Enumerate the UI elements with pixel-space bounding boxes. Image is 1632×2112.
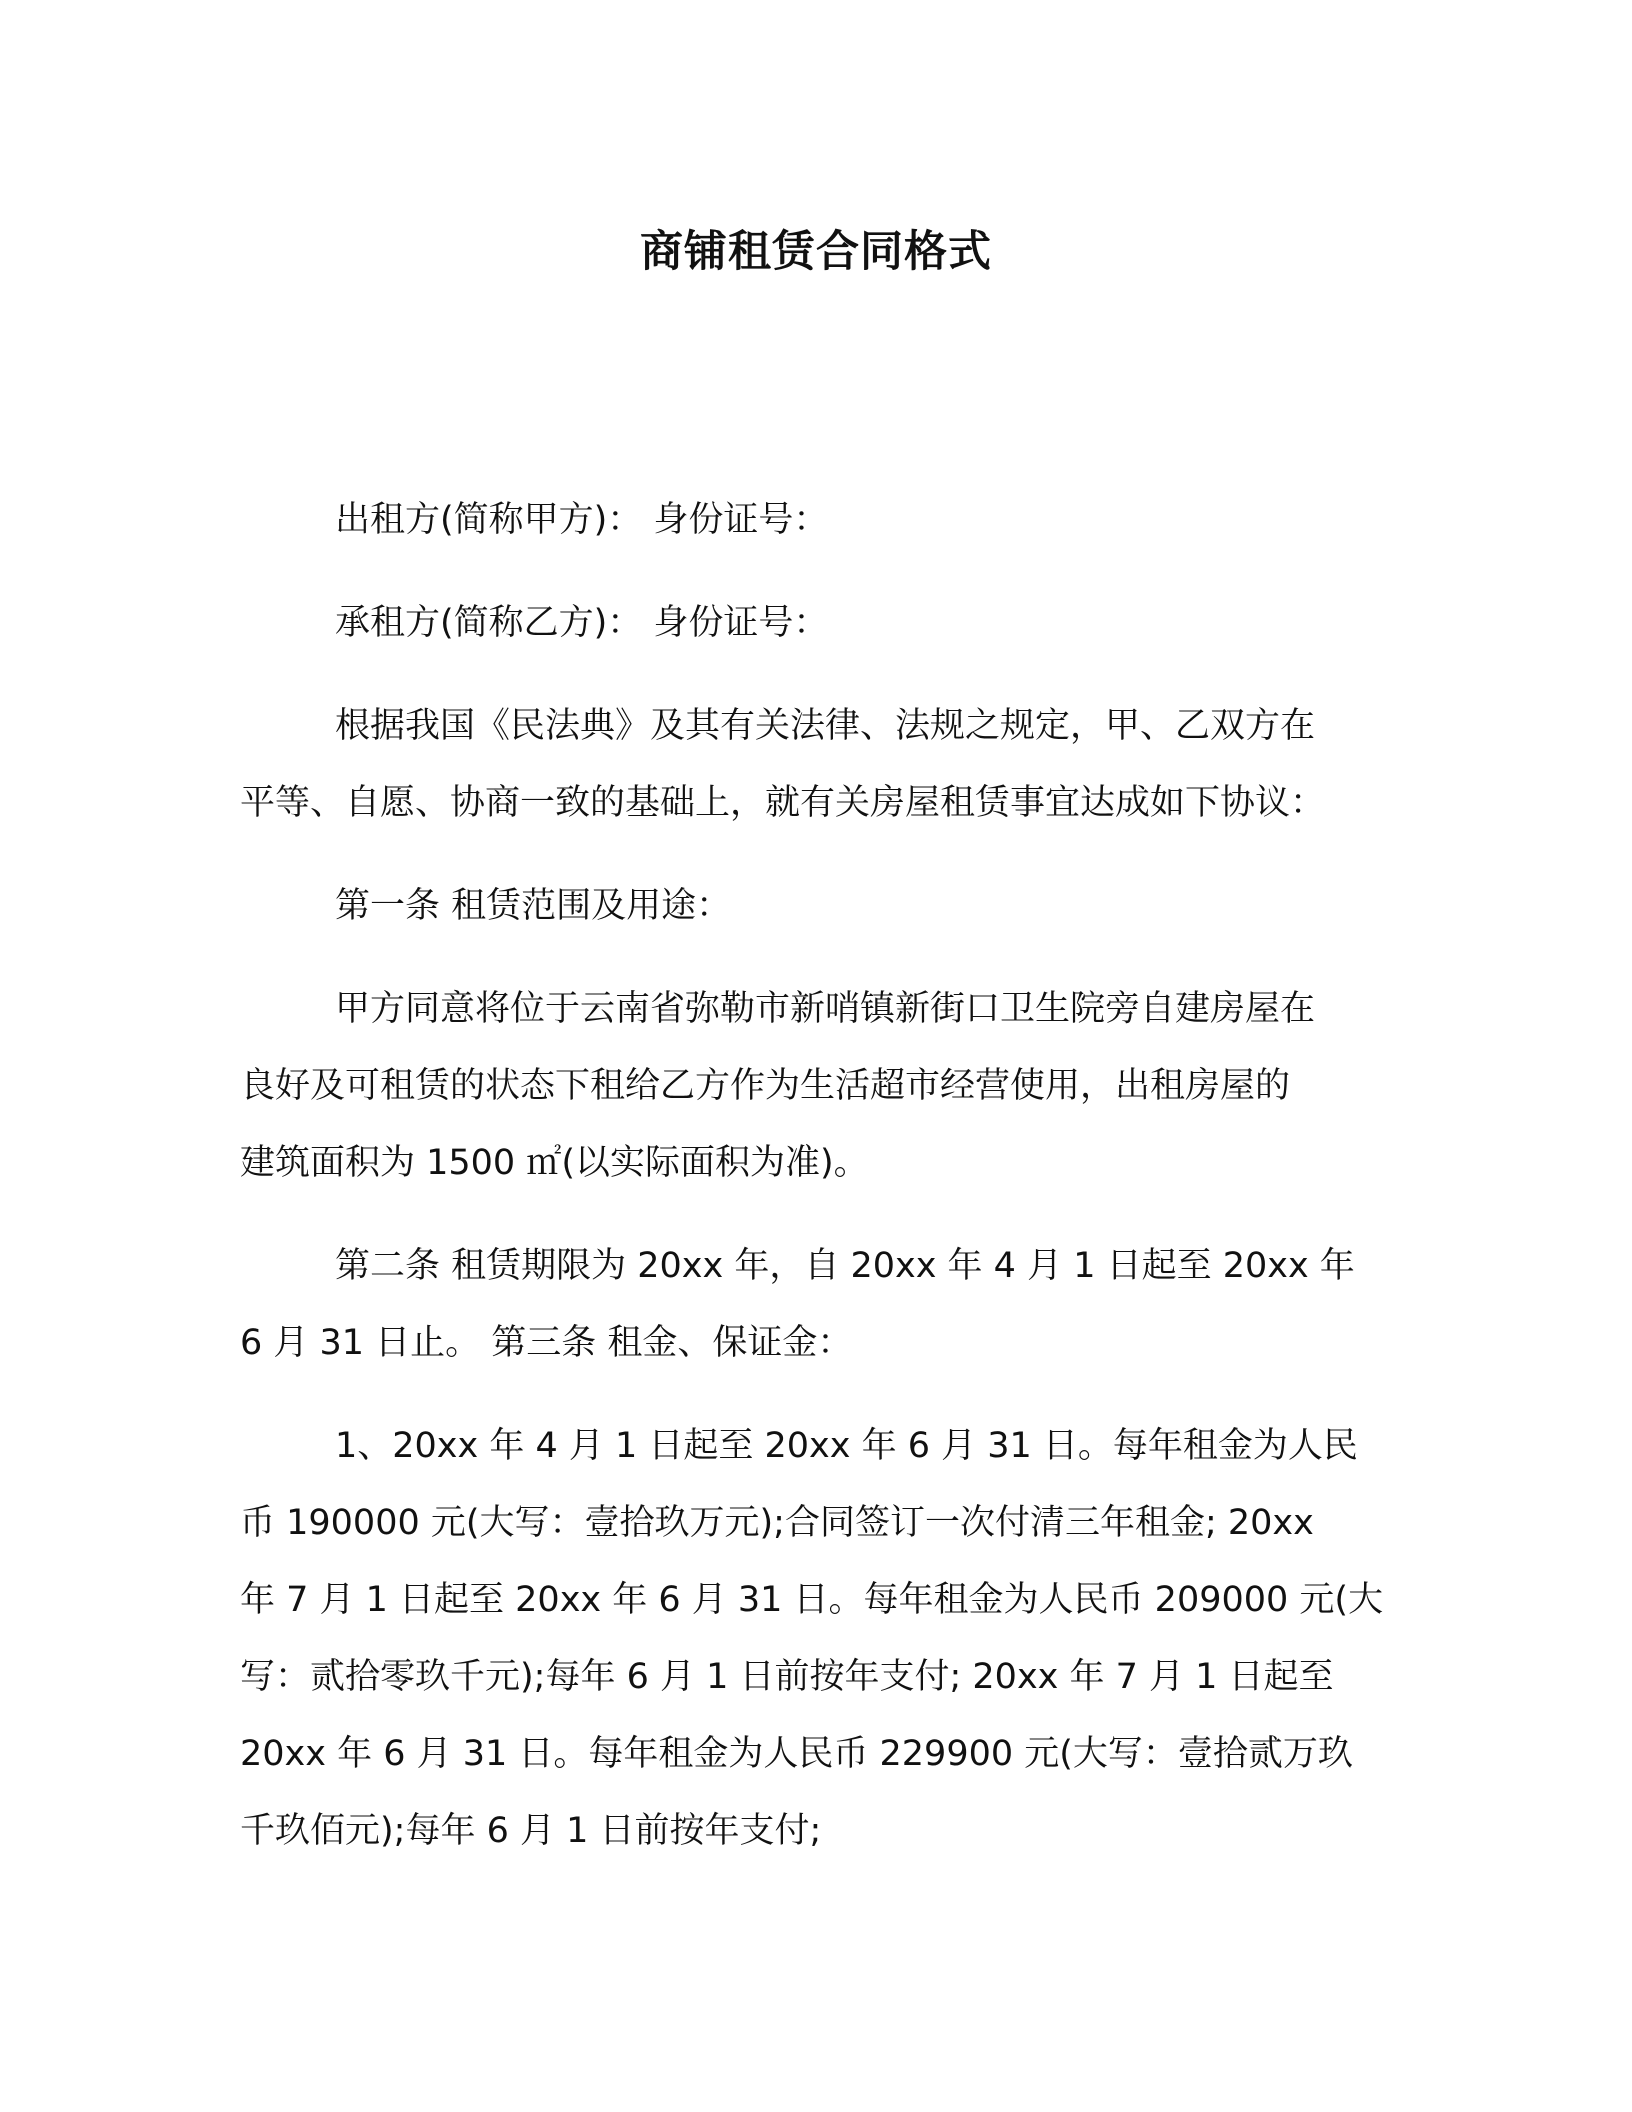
rent-line-2: 币 190000 元(大写：壹拾玖万元);合同签订一次付清三年租金; 20xx (240, 1503, 1314, 1543)
intro-line-2: 平等、自愿、协商一致的基础上，就有关房屋租赁事宜达成如下协议： (240, 783, 1326, 823)
rent-line-3: 年 7 月 1 日起至 20xx 年 6 月 31 日。每年租金为人民币 209000 元(大 (240, 1580, 1384, 1620)
lessor-line: 出租方(简称甲方)： 身份证号： (335, 500, 829, 540)
rent-line-6: 千玖佰元);每年 6 月 1 日前按年支付; (240, 1811, 822, 1851)
article1-line-2: 良好及可租赁的状态下租给乙方作为生活超市经营使用，出租房屋的 (240, 1066, 1291, 1106)
rent-line-5: 20xx 年 6 月 31 日。每年租金为人民币 229900 元(大写：壹拾贰万玖 (240, 1734, 1353, 1774)
intro-line-1: 根据我国《民法典》及其有关法律、法规之规定，甲、乙双方在 (335, 706, 1316, 746)
rent-line-1: 1、20xx 年 4 月 1 日起至 20xx 年 6 月 31 日。每年租金为人民 (335, 1426, 1358, 1466)
lessee-line: 承租方(简称乙方)： 身份证号： (335, 603, 829, 643)
article2-line-2: 6 月 31 日止。 第三条 租金、保证金： (240, 1323, 853, 1363)
article1-heading: 第一条 租赁范围及用途： (335, 886, 732, 926)
article2-line-1: 第二条 租赁期限为 20xx 年，自 20xx 年 4 月 1 日起至 20xx 年 (335, 1246, 1355, 1286)
article1-line-1: 甲方同意将位于云南省弥勒市新哨镇新街口卫生院旁自建房屋在 (335, 989, 1316, 1029)
article1-line-3: 建筑面积为 1500 ㎡(以实际面积为准)。 (240, 1143, 869, 1183)
document-title: 商铺租赁合同格式 (640, 227, 992, 277)
rent-line-4: 写：贰拾零玖千元);每年 6 月 1 日前按年支付; 20xx 年 7 月 1 日起至 (240, 1657, 1334, 1697)
